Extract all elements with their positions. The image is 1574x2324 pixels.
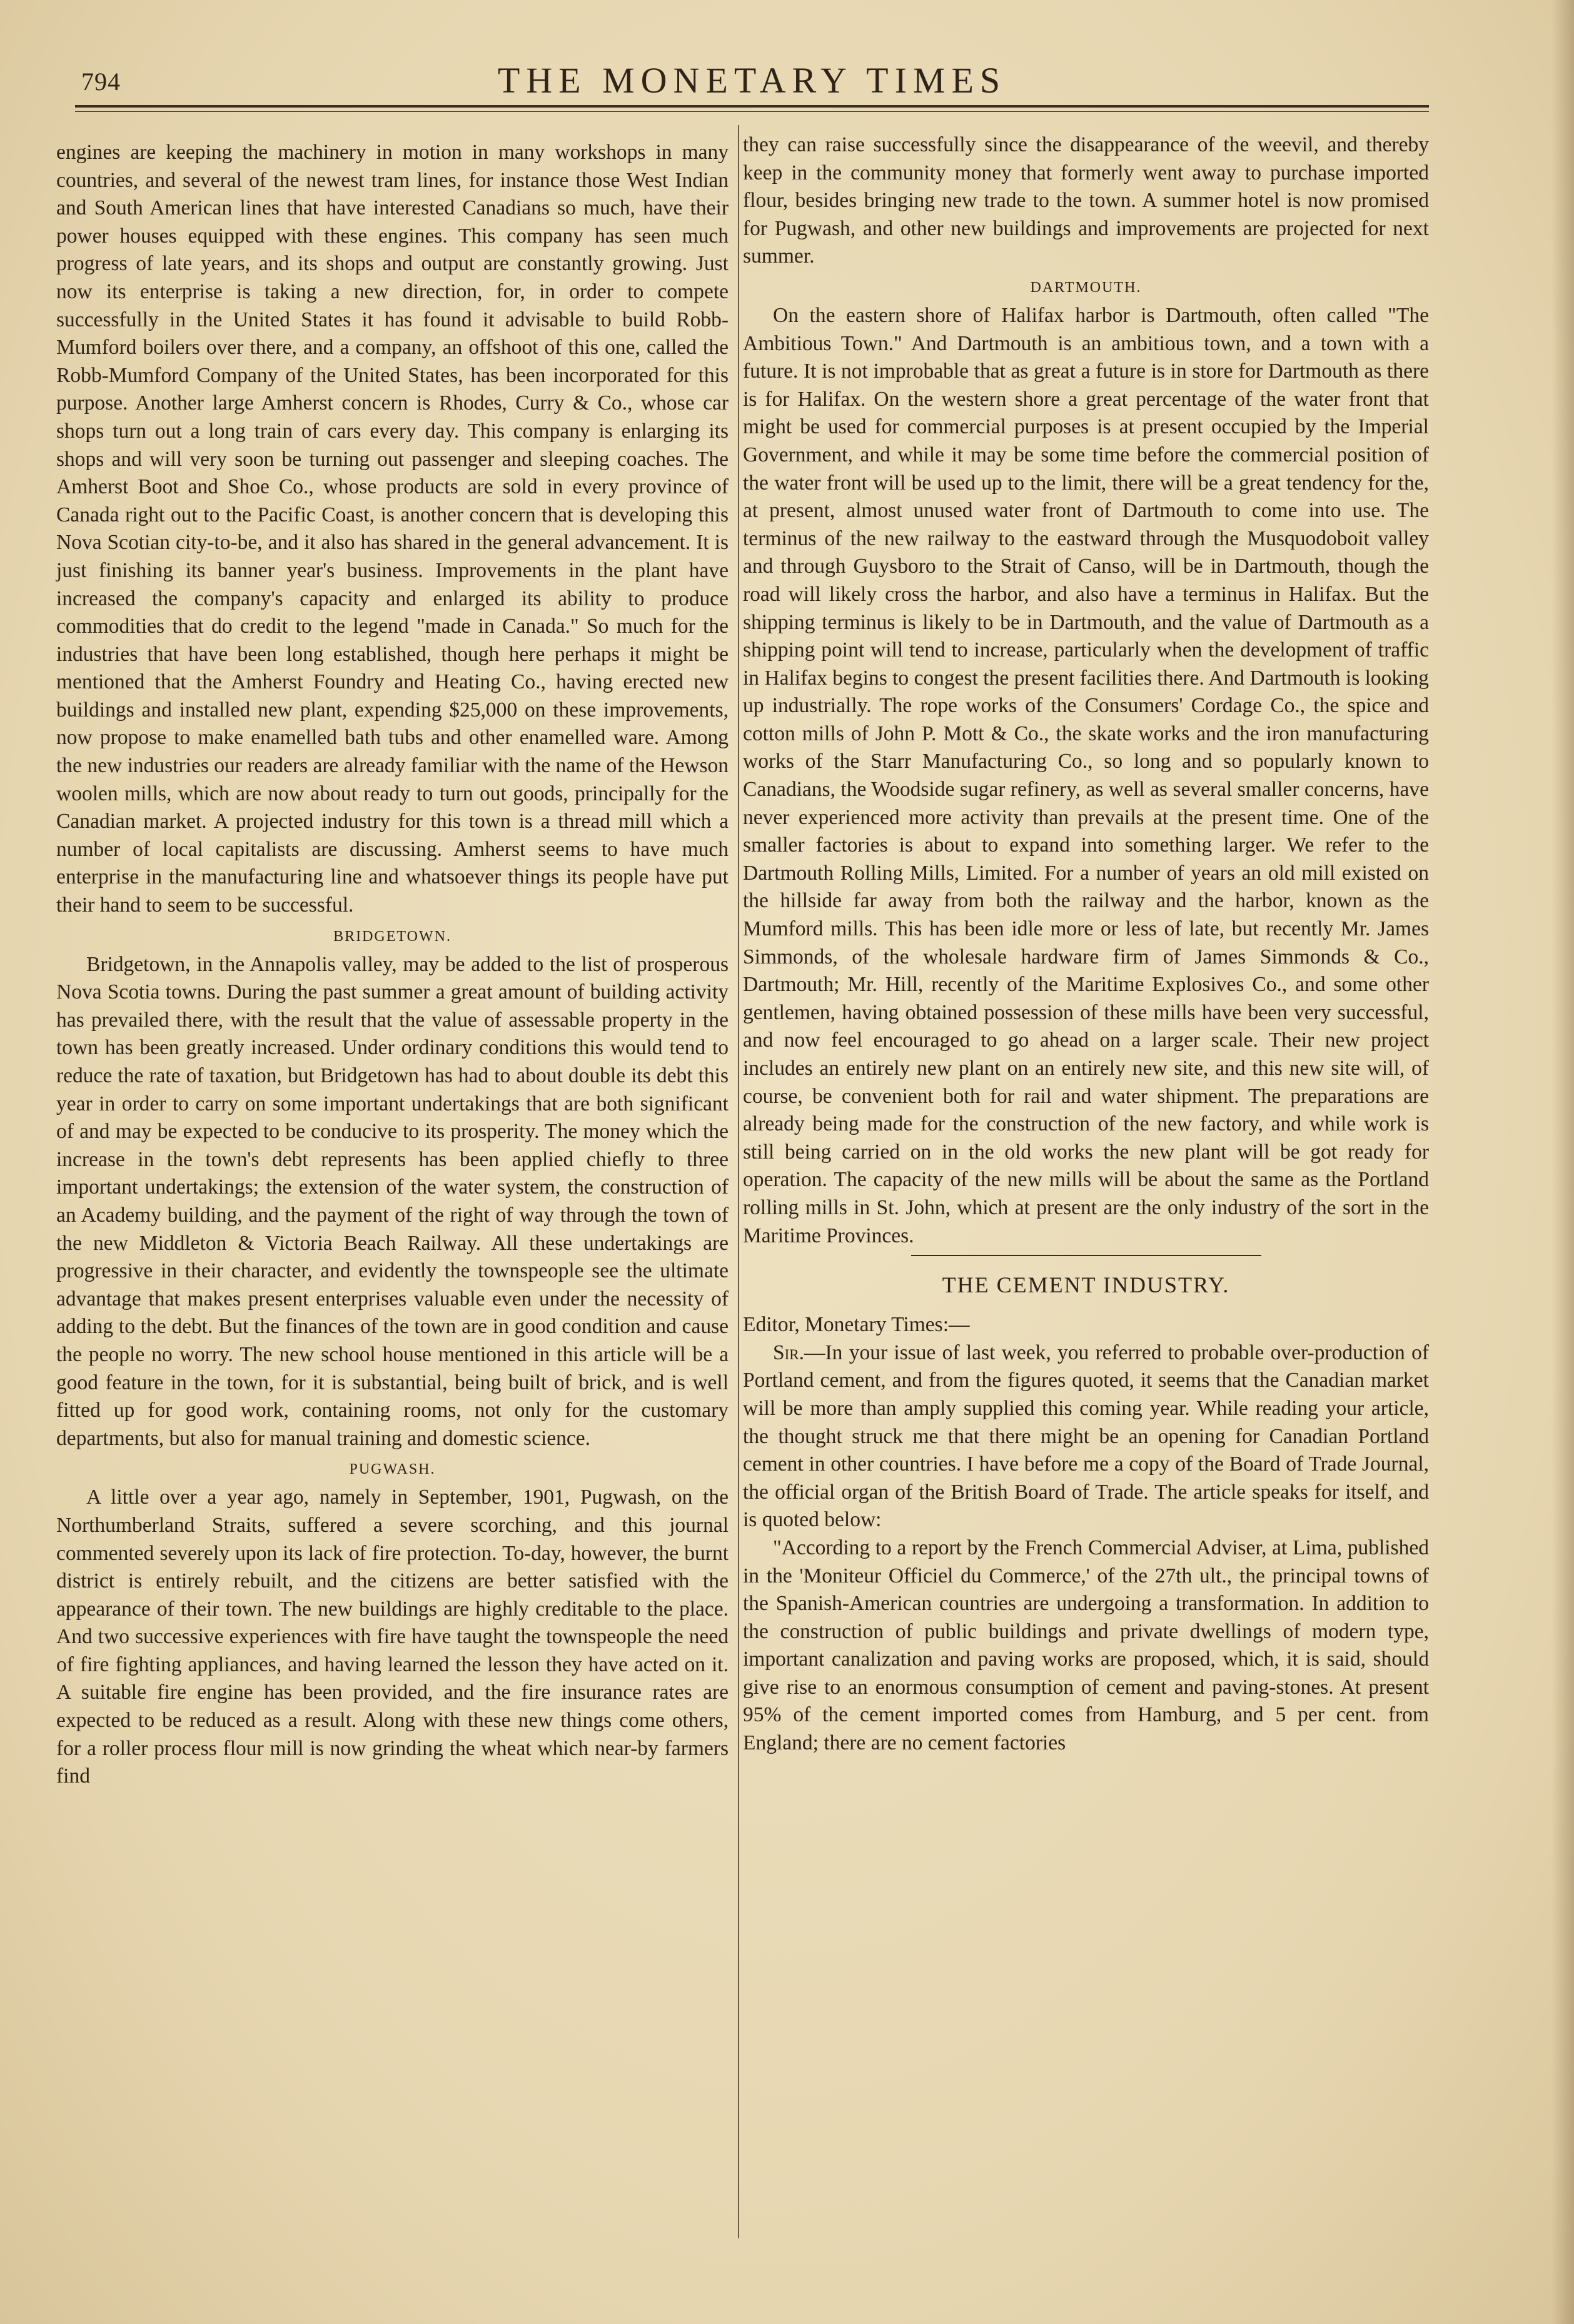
left-column [56,139,729,1791]
pugwash-heading: PUGWASH. [349,1461,436,1478]
pugwash-paragraph: A little over a year ago, namely in September, 1901, Pugwash, on the Northumberland Straits, suffered a severe scorching, and this journal commented severely upon its lack of fire protection. To-day, however, the burnt district is entirely rebuilt, and the citizens are better satisfied with the appearance of their town. The new buildings are highly creditable to the place. And two successive experiences with fire have taught the townspeople the need of fire fighting appliances, and having learned the lesson they have acted on it. A suitable fire engine has been provided, and the fire insurance rates are expected to be reduced as a result. Along with these new things come others, for a roller process flour mill is now grinding the wheat which near-by farmers find [56,1486,729,1788]
page-number: 794 [81,68,121,96]
letter-body: .—In your issue of last week, you referred to probable over-production of Portland cement, and from the figures quoted, it seems that the Canadian market will be more than amply supplied this coming year. While reading your article, the thought struck me that there might be an opening for Canadian Portland cement in other countries. I have before me a copy of the Board of Trade Journal, the official organ of the British Board of Trade. The article speaks for itself, and is quoted below: [743,1341,1429,1532]
dartmouth-heading: DARTMOUTH. [1030,279,1142,296]
page-header [75,59,1429,103]
bridgetown-heading: BRIDGETOWN. [333,928,452,945]
dartmouth-paragraph: On the eastern shore of Halifax harbor is Dartmouth, often called "The Ambitious Town." And Dartmouth is an ambitious town, and a town with a future. It is not improbable that as great a future is in store for Dartmouth as there is for Halifax. On the western shore a great percentage of the water front that might be used for commercial purposes is at present occupied by the Imperial Government, and while it may be some time before the commercial position of the water front will be used up to the limit, there will be a great tendency for the, at present, almost unused water front of Dartmouth to come into use. The terminus of the new railway to the eastward through the Musquodoboit valley and through Guysboro to the Strait of Canso, will be in Dartmouth, though the road will likely cross the harbor, and also have a terminus in Halifax. But the shipping terminus is likely to be in Dartmouth, and the value of Dartmouth as a shipping point will tend to increase, particularly when the development of traffic in Halifax begins to congest the present facilities there. And Dartmouth is looking up industrially. The rope works of the Consumers' Cordage Co., the spice and cotton mills of John P. Mott & Co., the skate works and the iron manufacturing works of the Starr Manufacturing Co., so long and so popularly known to Canadians, the Woodside sugar refinery, as well as several smaller concerns, have never experienced more activity than prevails at the present time. One of the smaller factories is about to expand into something larger. We refer to the Dartmouth Rolling Mills, Limited. For a number of years an old mill existed on the hillside far away from both the railway and the harbor, known as the Mumford mills. This has been idle more or less of late, but recently Mr. James Simmonds, of the wholesale hardware firm of James Simmonds & Co., Dartmouth; Mr. Hill, recently of the Maritime Explosives Co., and some other gentlemen, having obtained possession of these mills have been very successful, and now feel encouraged to go ahead on a larger scale. Their new project includes an entirely new plant on an entirely new site, and this new site will, of course, be convenient both for rail and water shipment. The preparations are already being made for the construction of the new factory, and while work is still being carried on in the old works the new plant will be got ready for operation. The capacity of the new mills will be about the same as the Portland rolling mills in St. John, which at present are the only industry of the sort in the Maritime Provinces. [743,303,1429,1247]
header-rule-thin [75,111,1429,112]
pugwash-continued-paragraph: they can raise successfully since the disappearance of the weevil, and thereby keep in the community money that formerly went away to purchase imported flour, besides bringing new trade to the town. A summer hotel is now promised for Pugwash, and other new buildings and improvements are projected for next summer. [743,133,1429,268]
article-divider [911,1255,1261,1256]
column-divider [738,125,739,2238]
page-edge-shadow [1551,0,1574,2324]
bridgetown-paragraph: Bridgetown, in the Annapolis valley, may be added to the list of prosperous Nova Scotia towns. During the past summer a great amount of building activity has prevailed there, with the result that the value of assessable property in the town has been greatly increased. Under ordinary conditions this would tend to reduce the rate of taxation, but Bridgetown has had to about double its debt this year in order to carry on some important undertakings that are both significant of and may be expected to be conducive to its prosperity. The money which the increase in the town's debt represents has been applied chiefly to three important undertakings; the extension of the water system, the construction of an Academy building, and the payment of the right of way through the town of the new Middleton & Victoria Beach Railway. All these undertakings are progressive in their character, and evidently the townspeople see the ultimate advantage that makes present enterprises valuable even under the necessity of adding to the debt. But the finances of the town are in good condition and cause the people no worry. The new school house mentioned in this article will be a good feature in the town, for it is substantial, being built of brick, and is well fitted up for good work, containing rooms, not only for the customary departments, but also for manual training and domestic science. [56,952,729,1450]
journal-title: THE MONETARY TIMES [497,60,1007,101]
header-rule [75,105,1429,108]
quoted-report-paragraph: "According to a report by the French Commercial Adviser, at Lima, published in the 'Moniteur Officiel du Commerce,' of the 27th ult., the principal towns of the Spanish-American countries are undergoing a transformation. In addition to the construction of public buildings and private dwellings of modern type, important canalization and paving works are proposed, which, it is said, should give rise to an enormous consumption of cement and paving-stones. At present 95% of the cement imported comes from Hamburg, and 5 per cent. from England; there are no cement factories [743,1536,1429,1755]
amherst-continued-paragraph: engines are keeping the machinery in motion in many workshops in many countries, and several of the newest tram lines, for instance those West Indian and South American lines that have interested Canadians so much, have their power houses equipped with these engines. This company has seen much progress of late years, and its shops and output are constantly growing. Just now its enterprise is taking a new direction, for, in order to compete successfully in the United States it has found it advisable to build Robb-Mumford boilers over there, and a company, an offshoot of this one, called the Robb-Mumford Company of the United States, has been incorporated for this purpose. Another large Amherst concern is Rhodes, Curry & Co., whose car shops turn out a long train of cars every day. This company is enlarging its shops and will very soon be turning out passenger and sleeping coaches. The Amherst Boot and Shoe Co., whose products are sold in every province of Canada right out to the Pacific Coast, is another concern that is developing this Nova Scotian city-to-be, and it also has shared in the general advancement. It is just finishing its banner year's business. Improvements in the plant have increased the company's capacity and enlarged its ability to produce commodities that do credit to the legend "made in Canada." So much for the industries that have been long established, though here perhaps it might be mentioned that the Amherst Foundry and Heating Co., having erected new buildings and installed new plant, expending $25,000 on these improvements, now propose to make enamelled bath tubs and other enamelled ware. Among the new industries our readers are already familiar with the name of the Hewson woolen mills, which are now about ready to turn out goods, principally for the Canadian market. A projected industry for this town is a thread mill which a number of local capitalists are discussing. Amherst seems to have much enterprise in the manufacturing line and whatsoever things its people have put their hand to seem to be successful. [56,141,729,917]
sir-label: Sir [773,1341,799,1364]
right-column [743,131,1429,1758]
letter-paragraph [743,1339,1429,1534]
cement-industry-heading: THE CEMENT INDUSTRY. [942,1272,1230,1298]
letter-salutation: Editor, Monetary Times:— [743,1313,970,1337]
